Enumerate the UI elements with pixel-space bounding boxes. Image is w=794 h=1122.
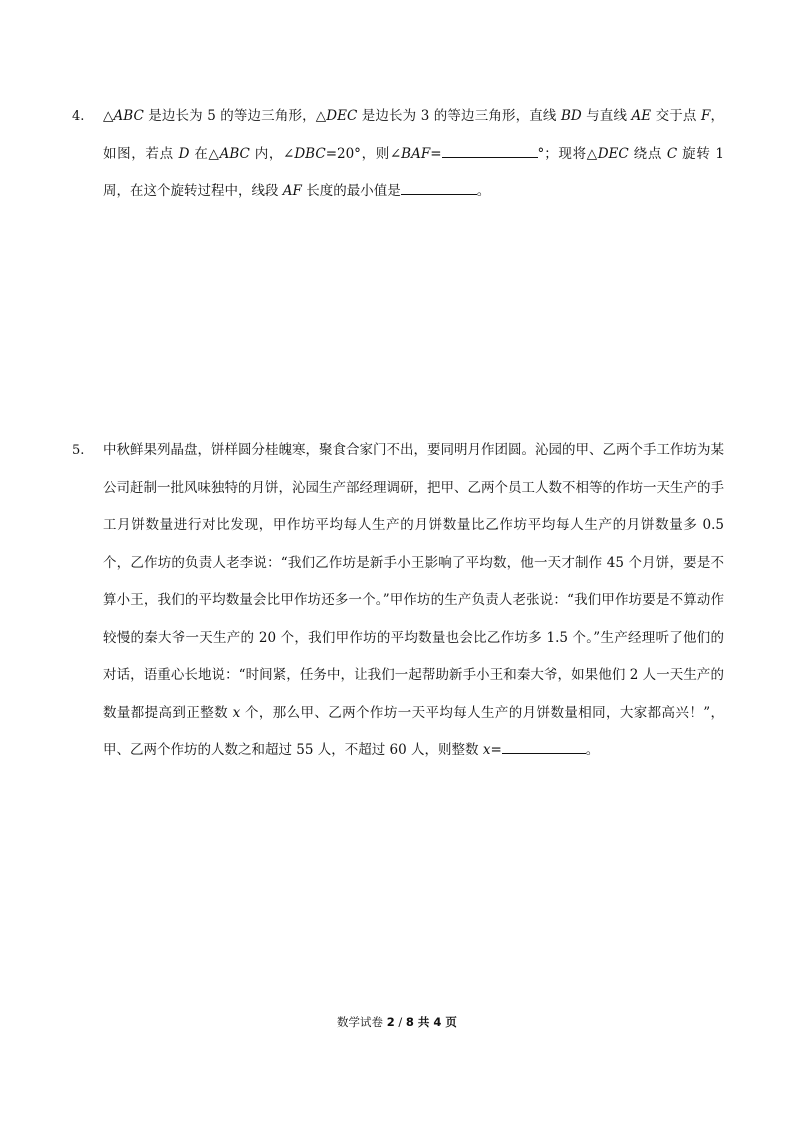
page-footer <box>0 1014 794 1030</box>
text-run: 在△ <box>189 145 220 162</box>
text-run: 内，∠ <box>249 145 295 162</box>
footer-separator: / <box>394 1015 406 1029</box>
text-run: 是边长为 5 的等边三角形，△ <box>143 108 327 124</box>
text-run: 绕点 <box>628 145 667 162</box>
text-run: = <box>430 145 442 162</box>
text-run: 长度的最小值是 <box>301 183 401 199</box>
text-run: °；现将△ <box>537 145 598 162</box>
sheet-count: 8 <box>405 1015 414 1029</box>
question-text <box>103 98 724 211</box>
text-run: 个，那么甲、乙两个作坊一天平均每人生产的月饼数量相同，大家都高兴！”，甲、乙两个作坊的人数之和超过 55 人，不超过 60 人，则整数 <box>103 704 724 758</box>
math-var: D <box>178 145 190 162</box>
question-text <box>103 432 724 770</box>
math-var: DEC <box>597 145 629 162</box>
math-var: C <box>666 145 678 162</box>
math-var: AE <box>631 108 652 124</box>
page-total: 共 4 页 <box>413 1015 457 1029</box>
text-run: 。 <box>585 742 600 758</box>
question-number: 5. <box>72 443 85 458</box>
answer-blank-min-length[interactable] <box>401 180 477 195</box>
math-var: x <box>232 704 241 721</box>
question-number: 4. <box>72 109 85 124</box>
text-run: △ <box>103 108 114 124</box>
answer-blank-x[interactable] <box>502 739 586 754</box>
text-run: 交于点 <box>651 108 701 124</box>
math-var: x <box>482 742 491 758</box>
math-var: DBC <box>294 145 326 162</box>
answer-blank-angle[interactable] <box>442 143 538 158</box>
text-run: 。 <box>476 183 491 199</box>
math-var: ABC <box>113 108 144 124</box>
math-var: F <box>700 108 711 124</box>
math-var: BAF <box>401 145 431 162</box>
footer-label: 数学试卷 <box>337 1015 387 1029</box>
text-run: 旋转 1 周，在这个旋转过程中，线段 <box>103 145 724 199</box>
math-var: ABC <box>219 145 250 162</box>
math-var: BD <box>560 108 582 124</box>
text-run: ，如图，若点 <box>103 108 724 162</box>
question-5 <box>72 432 724 770</box>
math-var: AF <box>282 183 302 199</box>
text-run: = <box>490 742 502 758</box>
question-4 <box>72 98 724 211</box>
text-run: 是边长为 3 的等边三角形，直线 <box>357 108 561 124</box>
text-run: 与直线 <box>581 108 632 124</box>
page-number: 2 <box>386 1015 395 1029</box>
text-run: =20°，则∠ <box>325 145 402 162</box>
math-var: DEC <box>326 108 358 124</box>
text-run: 中秋鲜果列晶盘，饼样圆分桂魄寒，聚食合家门不出，要同明月作团圆。沁园的甲、乙两个手工作坊为某公司赶制一批风味独特的月饼，沁园生产部经理调研，把甲、乙两个员工人数不相等的作坊一天生产的手工月饼数量进行对比发现，甲作坊平均每人生产的月饼数量比乙作坊平均每人生产的月饼数量多 0.5 个，乙作坊的负责人老李说：“我们乙作坊是新手小王影响了平均数，他一天才制作 45 个月饼，要是不算小王，我们的平均数量会比甲作坊还多一个。”甲作坊的生产负责人老张说：“我们甲作坊要是不算动作较慢的秦大爷一天生产的 20 个，我们甲作坊的平均数量也会比乙作坊多 1.5 个。”生产经理听了他们的对话，语重心长地说：“时间紧，任务中，让我们一起帮助新手小王和秦大爷，如果他们 2 人一天生产的数量都提高到正整数 <box>103 442 724 721</box>
